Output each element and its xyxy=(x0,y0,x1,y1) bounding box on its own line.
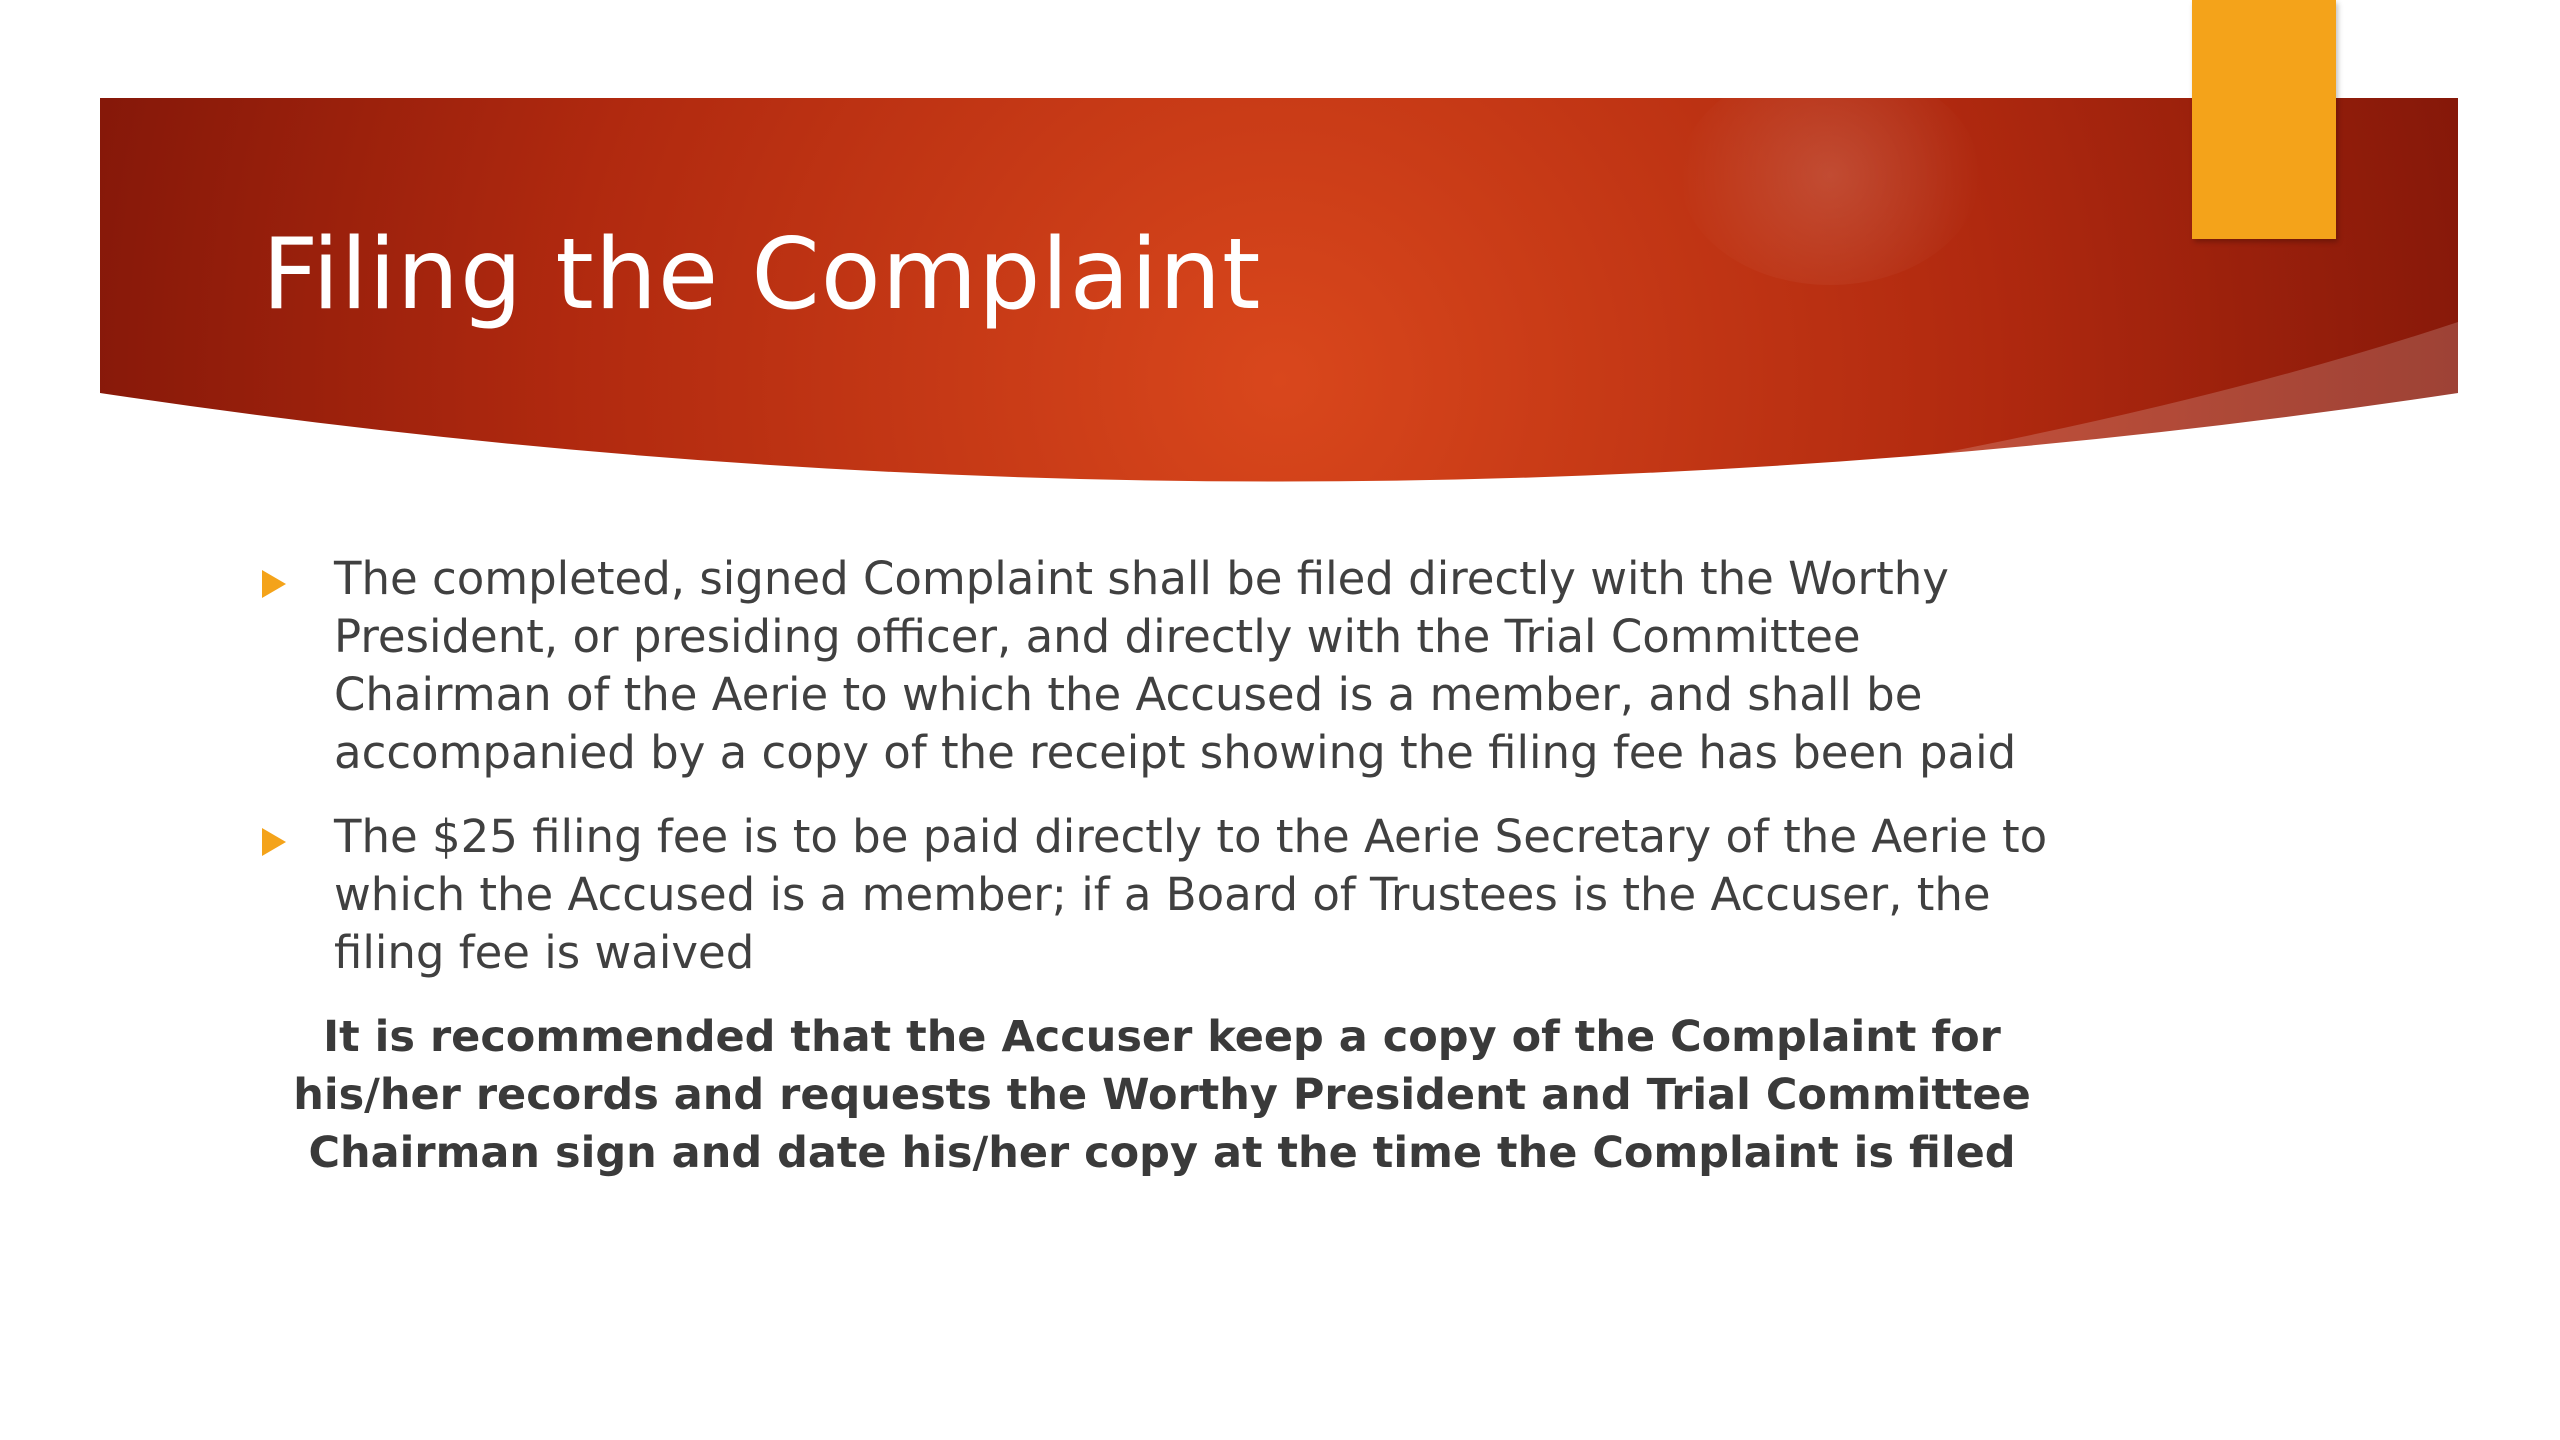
recommendation-text: It is recommended that the Accuser keep a copy of the Complaint for his/her records and requests the Worthy President and Trial Committee Chairman sign and date his/her copy at the time the Complaint is filed xyxy=(293,1012,2031,1178)
triangle-bullet-icon xyxy=(262,828,286,856)
bullet-text: The $25 filing fee is to be paid directly to the Aerie Secretary of the Aerie to which the Accused is a member; if a Board of Trustees is the Accuser, the filing fee is waived xyxy=(334,810,2048,979)
accent-tab xyxy=(2192,0,2336,239)
bullet-item xyxy=(262,550,2062,782)
slide-title: Filing the Complaint xyxy=(262,218,1262,332)
slide-content xyxy=(262,550,2062,1182)
bullet-text: The completed, signed Complaint shall be filed directly with the Worthy President, or presiding officer, and directly with the Trial Committee Chairman of the Aerie to which the Accused is a member, and shall be accompanied by a copy of the receipt showing the filing fee has been paid xyxy=(334,552,2017,779)
triangle-bullet-icon xyxy=(262,570,286,598)
bullet-item xyxy=(262,808,2062,982)
